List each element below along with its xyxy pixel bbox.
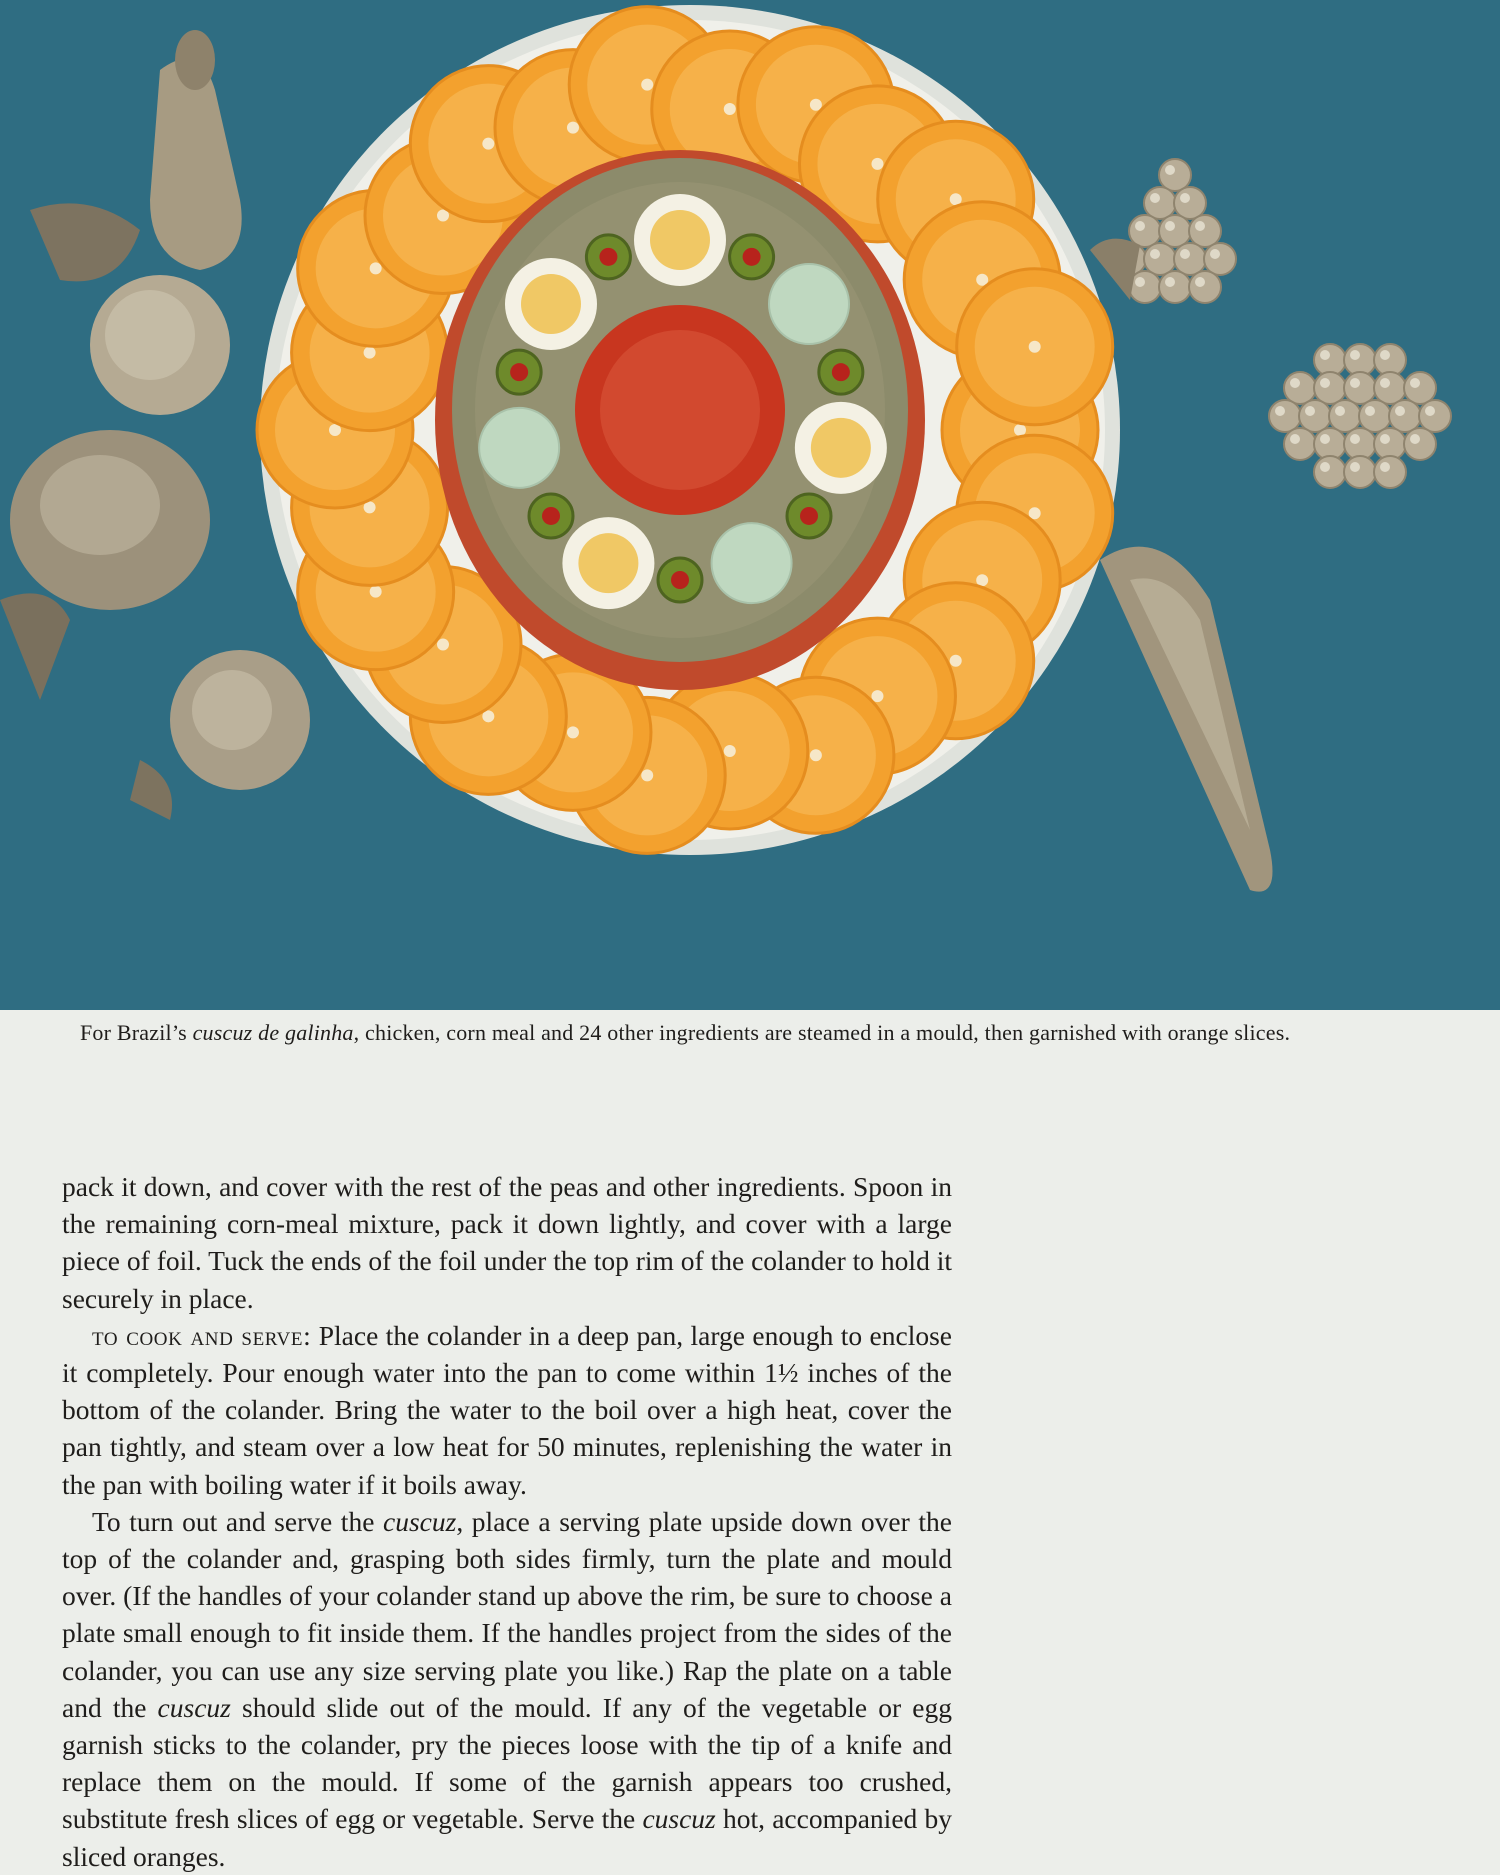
recipe-paragraph-3 [62,1503,952,1875]
pale-garnish-slice [712,523,792,603]
recipe-paragraph-3-part-a: To turn out and serve the [92,1505,383,1537]
photo-caption [80,1018,1460,1048]
recipe-paragraph-3-part-b: , place a serving plate upside down over the top of the colander and, grasping both sides firmly, turn the plate and mould over. (If the handles of your colander stand up above the rim, be sure to choose a plate small enough to fit inside them. If the handles project from the sides of the colander, you can use any size serving plate you like.) Rap the plate on a table and the [62,1505,952,1723]
recipe-paragraph-2 [62,1317,952,1503]
pale-garnish-slice [479,408,559,488]
dish-name-italic: cuscuz [383,1505,457,1537]
caption-dish-name: cuscuz de galinha [192,1020,354,1045]
caption-prefix: For Brazil’s [80,1020,193,1045]
silver-ornaments-right [1090,159,1451,892]
recipe-text [62,1168,952,1875]
recipe-paragraph-3-part-d: hot, accompanied by sliced oranges. [62,1803,953,1872]
caption-text: , chicken, corn meal and 24 other ingredients are steamed in a mould, then garnished with orange slices. [353,1020,1291,1045]
recipe-paragraph-3-part-c: should slide out of the mould. If any of the vegetable or egg garnish sticks to the colander, pry the pieces loose with the tip of a knife and replace them on the mould. If some of the garnish appears too crushed, substitute fresh slices of egg or vegetable. Serve the [62,1691,952,1835]
section-heading-cook-and-serve: to cook and serve: [92,1319,312,1351]
recipe-paragraph-1: pack it down, and cover with the rest of the peas and other ingredients. Spoon in the remaining corn-meal mixture, pack it down lightly, and cover with a large piece of foil. Tuck the ends of the foil under the top rim of the colander to hold it securely in place. [62,1171,952,1314]
dish-name-italic: cuscuz [157,1691,231,1723]
pale-garnish-slice [769,264,849,344]
dish-name-italic: cuscuz [642,1803,716,1835]
recipe-paragraph-2-text: Place the colander in a deep pan, large enough to enclose it completely. Pour enough water into the pan to come within 1½ inches of the bottom of the colander. Bring the water to the boil over a high heat, cover the pan tightly, and steam over a low heat for 50 minutes, replenishing the water in the pan with boiling water if it boils away. [62,1319,953,1500]
